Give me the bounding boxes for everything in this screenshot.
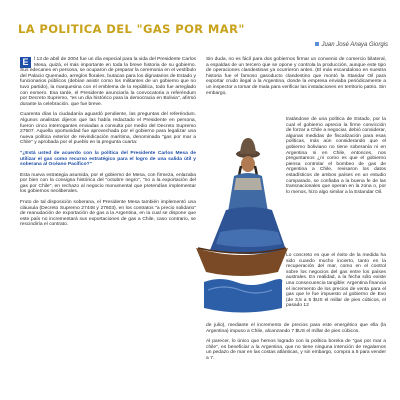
bullet-square-icon	[315, 42, 319, 46]
paragraph-right-2: tratándose de una política de Estado, por la cual el gobierno aprecia la firme convicción de forzar a Chile a negociar, debió considerar, algunas medidas de fiscalización para esas políticas, más aún considerando que el gobierno boliviano no tiene soberanía ni en Argentina ni en Chile, entonces, nos preguntamos ¿ni como es que el gobierno piensa controlar el bombeo de gas de Argentina a Chile, revisaron los datos estadísticos de ambos países en un estudio comparado, se confiaba a la buena fe de las transnacionales que operan en la zona o, por lo menos, hizo algo similar a la Estandar Oil.	[286, 117, 386, 195]
right-column-lower	[286, 253, 386, 314]
paragraph-1	[20, 57, 196, 107]
paragraph-right-4: de julio), mediante el incremento de precios para este energético que ella (la Argentina) impuso a Chile, alcanzando 7 $US el millar de pies cúbicos.	[206, 323, 386, 334]
left-column	[20, 57, 196, 233]
right-column-bottom	[206, 323, 386, 367]
right-column-middle	[286, 117, 386, 200]
woman-in-boat-illustration	[190, 112, 292, 317]
article-title: LA POLITICA DEL "GAS POR MAR"	[18, 22, 245, 36]
paragraph-1-text: l 13 de abril de 2004 fue un día especial para la vida del Presidente Carlos Mesa, quizá, el más importante en toda la breve historia de su gobierno. Sus edecanes en persona, se ocuparon de preparar la ceremonia en el vestíbulo del Palacio Quemado, arreglos florales, butacas para los dignatarios de Estado y funcionarios públicos (debían asistir como los militantes de un gobierno que no tuvo partido), la marquesina con el emblema de la república, todo fue arreglado con esmero. Esa tarde, el Presidente anunciaría la convocatoria a referéndum por Decreto Supremo, "es un día histórico para la democracia en Bolivia", afirmó durante la celebración. que fue breve.	[20, 57, 196, 107]
referendum-question: "¿Está usted de acuerdo con la política del Presidente Carlos Mesa de utilizar el gas como recurso estratégico para el logro de una salida útil y soberana al Océano Pacífico?"	[20, 150, 196, 168]
author-name: Juan José Anaya Giorgis	[321, 42, 388, 48]
paragraph-4: Esta nueva estrategia asumida, por el gobierno de Mesa, con firmeza, enlazaba por bien con la consigna histórica del "octubre negro", "no a la exportación del gas por Chile", en rechazo al negocio monumental que pretendían implementar los gobiernos neoliberales.	[20, 172, 196, 195]
paragraph-right-1: Sin duda, no es fácil para dos gobiernos firmar un convenio de comercio bilateral, a espaldas de un tercero que se opone y controla la producción, aunque este tipo de operaciones clandestinas ya ocurrieron antes. (El más escandaloso en nuestra historia fue el famoso gasoducto clandestino que montó la Standar Oil para exportar crudo ilegal a la Argentina, donde la empresa enviaba periódicamente a un inspector a tomar de mala para verificar las instalaciones en territorio patrio. Sin embargo,	[206, 57, 386, 96]
paragraph-right-5: Al parecer, lo único que hemos logrado con la política boreka de "gas por mar a chile", es beneficiar a la Argentina, que no tiene ninguna intención de regalarnos un pedazo de mar en las costas atlánticas, y sin embargo, compra a 5 para vender a 7.	[206, 339, 386, 361]
right-column-top	[206, 57, 386, 101]
paragraph-2: Cuarenta días la ciudadanía aguardó pendiente, las preguntas del referéndum. Algunos analistas dijeron que las había redactado el Presidente en persona, fueron cinco interrogantes enviadas a consulta por medio del Decreto Supremo 27507. Aquella oportunidad fue aprovechada por el gobierno para legalizar una nueva política exterior de reivindicación marítima, denominada "gas por mar a Chile" y aprobada por el pueblo en la pregunta cuarta:	[20, 112, 196, 146]
paragraph-right-3: Lo concreto es que el éxito de la medida ha sido cuando mucho incierto, tanto en la recuperación del mar, como en el control sobre los negocios del gas entre los países australes. En realidad, a la fecha sólo existe una consecuencia tangible: Argentina financia el incremento de los precios de venta para el gas que le fue impuesto al gobierno de Evo (de 3,5 a 5 $US el millar de pies cúbicos, el pasado 12	[286, 253, 386, 309]
paragraph-5: Fruto de tal disposición soberana, el Presidente Mesa también implementó una cláusula (Decreto Supremo 27448 y 27603), en los contratos "a precio solidario" de reanudación de exportación de gas a la Argentina, en la cual se dispone que este país no incrementará sus exportaciones de gas a Chile, caso contrario, se rescindiría el contrato.	[20, 200, 196, 228]
drop-cap: E	[20, 57, 31, 68]
author-byline	[276, 42, 388, 48]
sea-waves-icon	[204, 279, 282, 313]
